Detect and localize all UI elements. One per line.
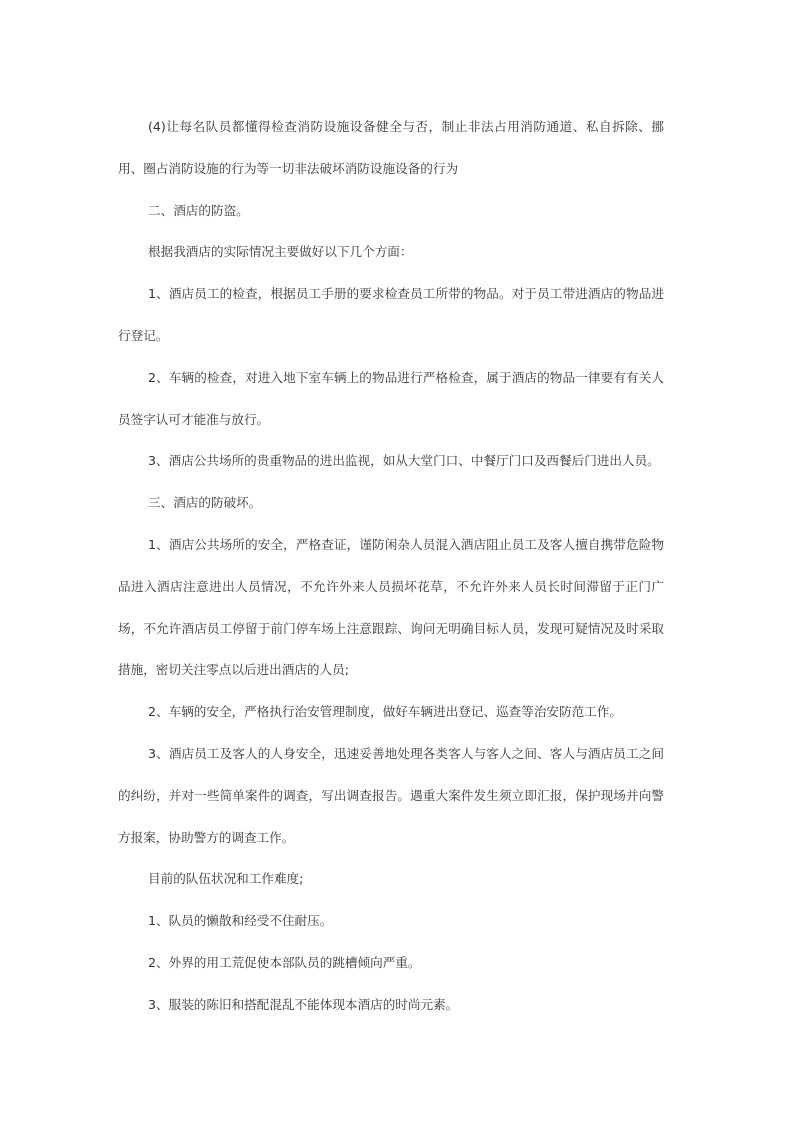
paragraph-anti-theft-intro: 根据我酒店的实际情况主要做好以下几个方面： <box>148 244 413 260</box>
paragraph-valuables-monitoring: 3、酒店公共场所的贵重物品的进出监视，如从大堂门口、中餐厅门口及西餐后门进出人员。 <box>148 453 660 469</box>
paragraph-vehicle-inspection: 2、车辆的检查，对进入地下室车辆上的物品进行严格检查，属于酒店的物品一律要有有关人员签字认可才能准与放行。 <box>118 369 664 427</box>
section-heading-team-status: 目前的队伍状况和工作难度; <box>148 871 304 887</box>
paragraph-fire-facility-check: (4)让每名队员都懂得检查消防设施设备健全与否，制止非法占用消防通道、私自拆除、挪用、圈占消防设施的行为等一切非法破坏消防设施设备的行为 <box>118 119 664 176</box>
document-body <box>118 106 664 1026</box>
list-item-team-issue-3: 3、服装的陈旧和搭配混乱不能体现本酒店的时尚元素。 <box>148 996 459 1012</box>
section-heading-anti-theft: 二、酒店的防盗。 <box>148 202 249 218</box>
list-item-team-issue-1: 1、队员的懒散和经受不住耐压。 <box>148 913 333 929</box>
section-heading-anti-sabotage: 三、酒店的防破坏。 <box>148 495 262 511</box>
paragraph-vehicle-safety: 2、车辆的安全，严格执行治安管理制度，做好车辆进出登记、巡查等治安防范工作。 <box>148 704 622 720</box>
paragraph-public-area-safety: 1、酒店公共场所的安全，严格查证，谨防闲杂人员混入酒店阻止员工及客人擅自携带危险物品进入酒店注意进出人员情况，不允许外来人员损坏花草，不允许外来人员长时间滞留于正门广场，不允许酒店员工停留于前门停车场上注意跟踪、询问无明确目标人员，发现可疑情况及时采取措施，密切关注零点以后进出酒店的人员; <box>118 536 664 678</box>
paragraph-staff-inspection: 1、酒店员工的检查，根据员工手册的要求检查员工所带的物品。对于员工带进酒店的物品进行登记。 <box>118 286 664 343</box>
list-item-team-issue-2: 2、外界的用工荒促使本部队员的跳槽倾向严重。 <box>148 954 421 970</box>
paragraph-personal-safety: 3、酒店员工及客人的人身安全，迅速妥善地处理各类客人与客人之间、客人与酒店员工之间的纠纷，并对一些简单案件的调查，写出调查报告。遇重大案件发生须立即汇报，保护现场并向警方报案，协助警方的调查工作。 <box>118 745 664 845</box>
